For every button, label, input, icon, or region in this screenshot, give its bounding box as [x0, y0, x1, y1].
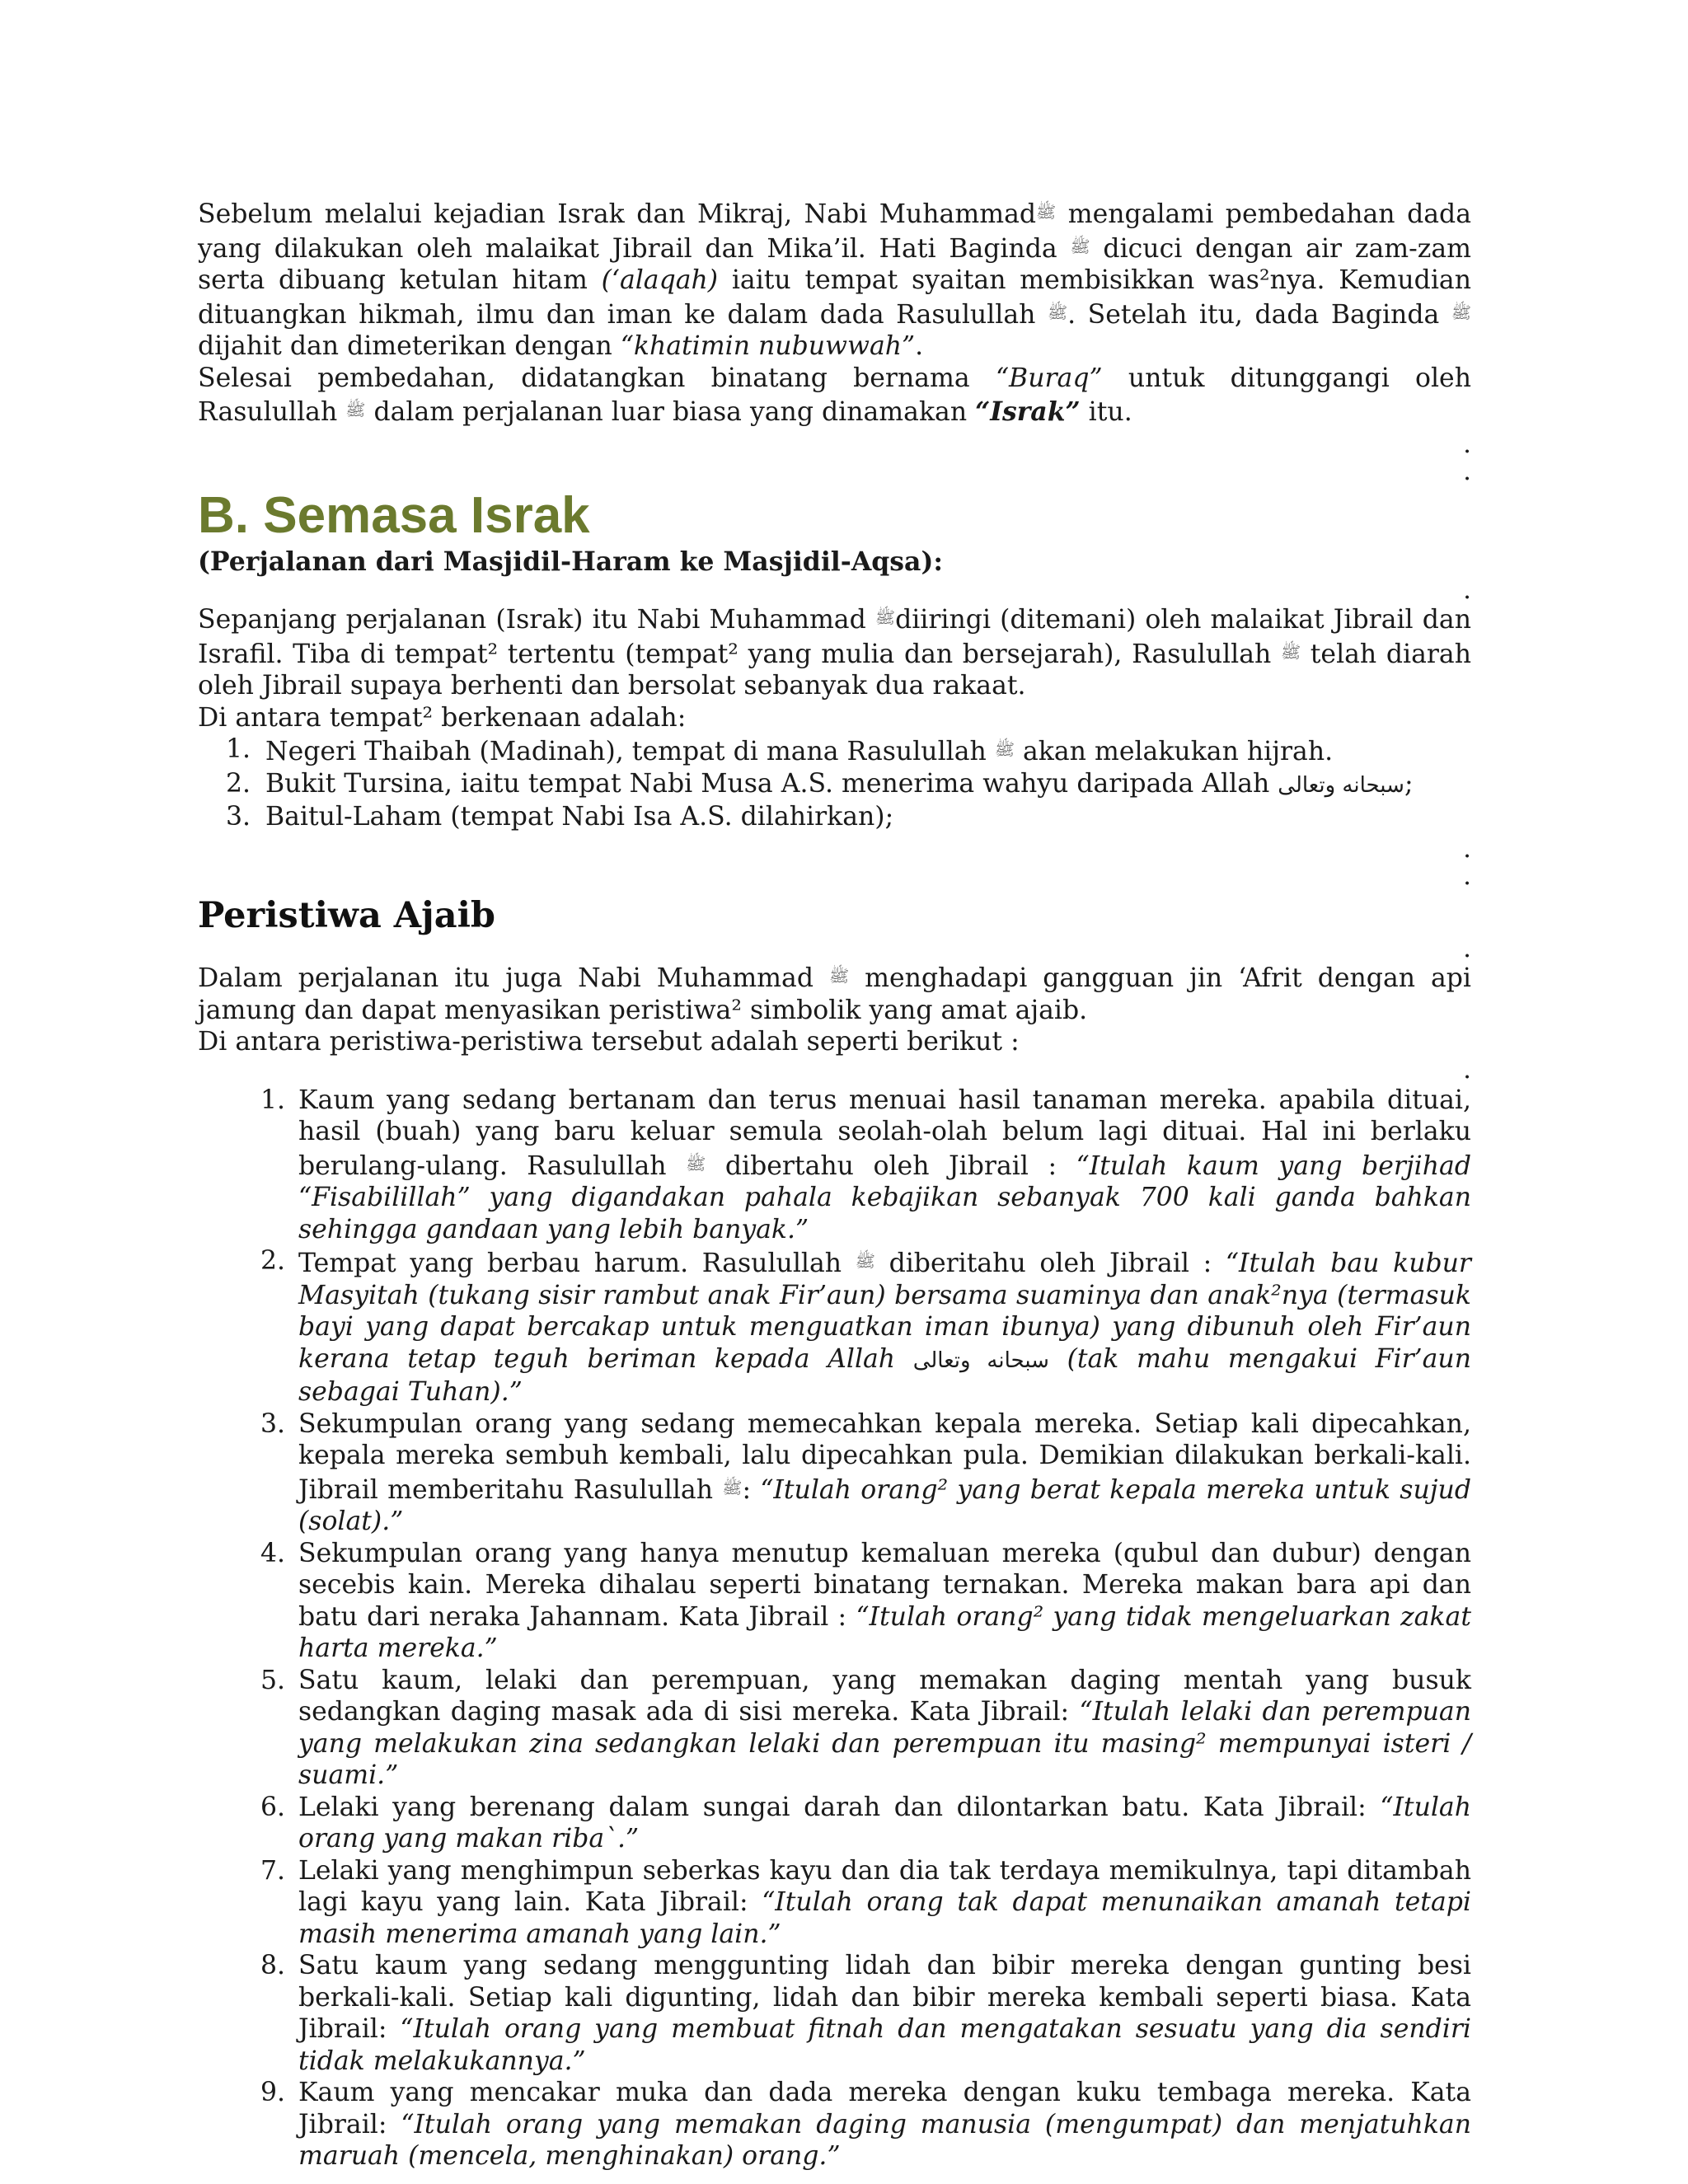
list-item: 7. Lelaki yang menghimpun seberkas kayu dan dia tak terdaya memikulnya, tapi ditambah lagi kayu yang lain. Kata Jibrail: “Itulah orang tak dapat menunaikan amanah tetapi masih menerima amanah yang lain.” [260, 1855, 1471, 1949]
list-item: 1. Negeri Thaibah (Madinah), tempat di mana Rasulullah ﷺ akan melakukan hijrah. [225, 734, 1334, 766]
section-b-paragraph-1: Sepanjang perjalanan (Israk) itu Nabi Muhammad ﷺdiiringi (ditemani) oleh malaikat Jibrail dan Israfil. Tiba di tempat² tertentu (tempat² yang mulia dan bersejarah), Rasulullah ﷺ telah diarah oleh Jibrail supaya berhenti dan bersolat sebanyak dua rakaat. [198, 605, 1471, 701]
saw-glyph: ﷺ [1451, 302, 1471, 322]
list-item: 8. Satu kaum yang sedang menggunting lidah dan bibir mereka dengan gunting besi berkali-kali. Setiap kali digunting, lidah dan bibir mereka kembali seperti biasa. Kata Jibrail: “Itulah orang yang membuat fitnah dan mengatakan sesuatu yang dia sendiri tidak melakukannya.” [260, 1951, 1472, 2076]
list-item: 2. Tempat yang berbau harum. Rasulullah ﷺ diberitahu oleh Jibrail : “Itulah bau kubur Masyitah (tukang sisir rambut anak Fir’aun) bersama suaminya dan anak²nya (termasuk bayi yang dapat bercakap untuk menguatkan iman ibunya) yang dibunuh oleh Fir’aun kerana tetap teguh beriman kepada Allah سبحانه وتعالى (tak mahu mengakui Fir’aun sebagai Tuhan).” [260, 1246, 1471, 1407]
saw-glyph: ﷺ [1036, 202, 1057, 222]
section-b-paragraph-2: Di antara tempat² berkenaan adalah: [198, 702, 687, 733]
list-item: 9. Kaum yang mencakar muka dan dada mereka dengan kuku tembaga mereka. Kata Jibrail: “Itulah orang yang memakan daging manusia (mengumpat) dan menjatuhkan maruah (mencela, menghinakan) orang.” [260, 2078, 1471, 2171]
saw-glyph: ﷺ [874, 607, 896, 627]
document-body [198, 196, 1471, 2172]
section-subtitle: (Perjalanan dari Masjidil-Haram ke Masjidil-Aqsa): [198, 546, 943, 577]
list-item: 4. Sekumpulan orang yang hanya menutup kemaluan mereka (qubul dan dubur) dengan secebis kain. Mereka dihalau seperti binatang ternakan. Mereka makan bara api dan batu dari neraka Jahannam. Kata Jibrail : “Itulah orang² yang tidak mengeluarkan zakat harta mereka.” [260, 1538, 1471, 1663]
arabic-text: سبحانه وتعالى [912, 1347, 1049, 1373]
dot-marker: . [1463, 429, 1471, 459]
intro-paragraph-2: Selesai pembedahan, didatangkan binatang bernama “Buraq” untuk ditunggangi oleh Rasulullah ﷺ dalam perjalanan luar biasa yang dinamakan “Israk” itu. [198, 363, 1471, 427]
list-item: 3. Baitul-Laham (tempat Nabi Isa A.S. dilahirkan); [225, 802, 894, 832]
peristiwa-paragraph-2: Di antara peristiwa-peristiwa tersebut adalah seperti berikut : [198, 1027, 1020, 1057]
list-item: 3. Sekumpulan orang yang sedang memecahkan kepala mereka. Setiap kali dipecahkan, kepala mereka sembuh kembali, lalu dipecahkan pula. Demikian dilakukan berkali-kali. Jibrail memberitahu Rasulullah ﷺ: “Itulah orang² yang berat kepala mereka untuk sujud (solat).” [260, 1408, 1471, 1536]
dot-marker: . [1463, 833, 1471, 864]
dot-marker: . [1463, 934, 1471, 963]
arabic-text: سبحانه وتعالى [1278, 772, 1404, 798]
list-item: 1. Kaum yang sedang bertanam dan terus menuai hasil tanaman mereka. apabila dituai, hasil (buah) yang baru keluar semula seolah-olah belum lagi dituai. Hal ini berlaku berulang-ulang. Rasulullah ﷺ dibertahu oleh Jibrail : “Itulah kaum yang berjihad “Fisabilillah” yang digandakan pahala kebajikan sebanyak 700 kali ganda bahkan sehingga gandaan yang lebih banyak.” [260, 1085, 1471, 1244]
intro-paragraph-1: Sebelum melalui kejadian Israk dan Mikraj, Nabi Muhammadﷺ mengalami pembedahan dada yang dilakukan oleh malaikat Jibrail dan Mika’il. Hati Baginda ﷺ dicuci dengan air zam-zam serta dibuang ketulan hitam (‘alaqah) iaitu tempat syaitan membisikkan was²nya. Kemudian dituangkan hikmah, ilmu dan iman ke dalam dada Rasulullah ﷺ. Setelah itu, dada Baginda ﷺ dijahit dan dimeterikan dengan “khatimin nubuwwah”. [198, 199, 1472, 361]
dot-marker: . [1463, 575, 1471, 605]
saw-glyph: ﷺ [345, 400, 366, 419]
saw-glyph: ﷺ [1047, 302, 1068, 322]
places-list [198, 733, 1471, 833]
list-item: 6. Lelaki yang berenang dalam sungai darah dan dilontarkan batu. Kata Jibrail: “Itulah orang yang makan riba`.” [260, 1792, 1471, 1854]
saw-glyph: ﷺ [686, 1153, 706, 1174]
saw-glyph: ﷺ [828, 966, 850, 986]
subsection-title: Peristiwa Ajaib [198, 895, 495, 936]
dot-marker: . [1463, 861, 1471, 891]
saw-glyph: ﷺ [1070, 236, 1090, 256]
saw-glyph: ﷺ [994, 739, 1015, 759]
list-item: 5. Satu kaum, lelaki dan perempuan, yang memakan daging mentah yang busuk sedangkan daging masak ada di sisi mereka. Kata Jibrail: “Itulah lelaki dan perempuan yang melakukan zina sedangkan lelaki dan perempuan itu masing² mempunyai isteri / suami.” [260, 1665, 1471, 1790]
list-item: 2. Bukit Tursina, iaitu tempat Nabi Musa A.S. menerima wahyu daripada Allah سبحانه وتعالى; [225, 768, 1414, 799]
dot-marker: . [1463, 1054, 1471, 1085]
peristiwa-paragraph-1: Dalam perjalanan itu juga Nabi Muhammad ﷺ menghadapi gangguan jin ‘Afrit dengan api jamung dan dapat menyasikan peristiwa² simbolik yang amat ajaib. [198, 963, 1471, 1025]
section-title: B. Semasa Israk [198, 487, 590, 544]
saw-glyph: ﷺ [1280, 641, 1301, 662]
events-list [198, 1085, 1471, 2172]
dot-marker: . [1463, 457, 1471, 486]
saw-glyph: ﷺ [722, 1477, 743, 1497]
saw-glyph: ﷺ [855, 1251, 875, 1271]
